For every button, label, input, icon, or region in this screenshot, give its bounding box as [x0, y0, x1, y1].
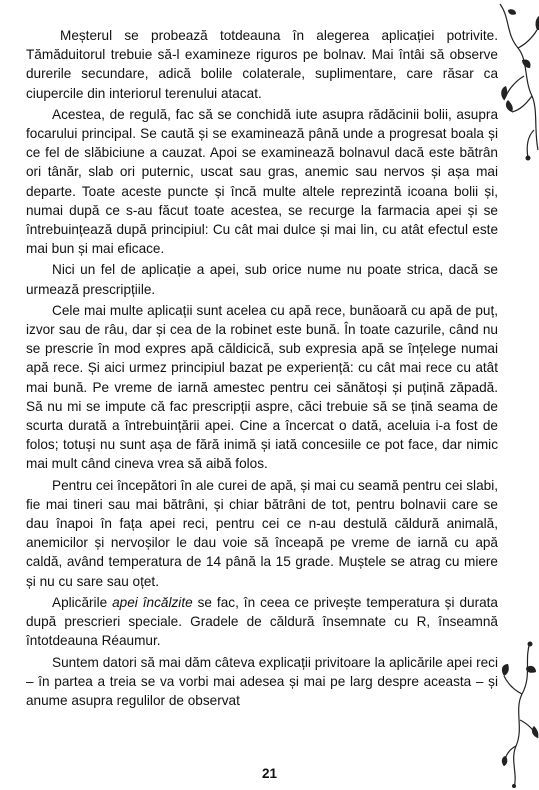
paragraph: Acestea, de regulă, fac să se conchidă iute asupra rădăcinii bolii, asupra focarului principal. Se caută și se examinează până unde a progresat boala și ce fel de slăbiciune a cauzat. Apoi se examinează bolnavul dacă este bătrân ori tânăr, slab ori puternic, uscat sau gras, anemic sau nervos și așa mai departe. Toate aceste puncte și încă multe altele reprezintă icoana bolii și, numai după ce s-au făcut toate acestea, se recurge la farmacia apei și se întrebuințează după principiul: Cu cât mai dulce și mai lin, cu atât efectul este mai bun și mai eficace.: [26, 106, 498, 257]
paragraph: Nici un fel de aplicație a apei, sub orice nume nu poate strica, dacă se urmează prescripțiile.: [26, 262, 498, 297]
paragraph-text: Aplicările: [52, 594, 113, 610]
paragraph: [26, 593, 498, 651]
floral-ornament-top-icon: [498, 0, 539, 170]
paragraph: Suntem datori să mai dăm câteva explicații privitoare la aplicările apei reci – în partea a treia se va vorbi mai adesea și mai pe larg despre aceasta – și anume asupra regulilor de observat: [26, 654, 498, 708]
body-text: [26, 26, 498, 712]
paragraph: Pentru cei începători în ale curei de apă, și mai cu seamă pentru cei slabi, fie mai tineri sau mai bătrâni, și chiar bătrâni de tot, pentru bolnavii care se dau înapoi în fața apei reci, pentru cei ce n-au destulă căldură animală, anemicilor și nervoșilor le dau voie să înceapă pe vreme de iarnă cu apă caldă, având temperatura de 14 până la 15 grade. Muștele se atrag cu miere și nu cu sare sau oțet.: [26, 477, 498, 589]
emphasized-term: apei încălzite: [112, 594, 193, 610]
paragraph-text: se fac, în ceea ce privește temperatura și durata după prescrieri speciale. Gradele de căldură însemnate cu R, înseamnă întotdeauna Réaumur.: [26, 594, 498, 649]
paragraph: Cele mai multe aplicații sunt acelea cu apă rece, bunăoară cu apă de puț, izvor sau de râu, dar și cea de la robinet este bună. În toate cazurile, când nu se prescrie în mod expres apă căldicică, sub expresia apă se înțelege numai apă rece. Și aici urmez principiul bazat pe experiență: cu cât mai rece cu atât mai bună. Pe vreme de iarnă amestec pentru cei sănătoși și puțină zăpadă. Să nu mi se impute că fac prescripții aspre, căci trebuie să se țină seama de scurta durată a întrebuințării apei. Cine a încercat o dată, aceluia i-a fost de folos; totuși nu sunt așa de fără inimă și iată concesiile ce pot face, dar nimic mai mult când cineva vrea să aibă folos.: [26, 302, 498, 472]
page-number: 21: [261, 766, 278, 781]
paragraph: Meșterul se probează totdeauna în alegerea aplicației potrivite. Tămăduitorul trebuie să-l examineze riguros pe bolnav. Mai întâi să observe durerile secundare, adică bolile colaterale, suplimentare, care răsar ca ciupercile din interiorul terenului atacat.: [26, 28, 498, 101]
